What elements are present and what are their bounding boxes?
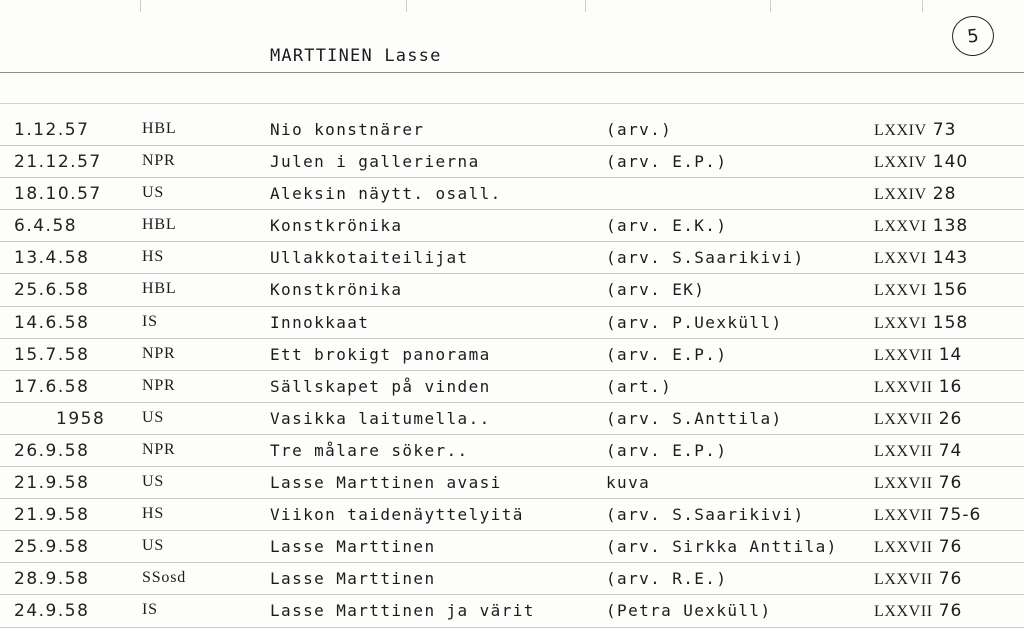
entry-title: Lasse Marttinen avasi bbox=[270, 473, 502, 493]
entry-reference bbox=[874, 441, 962, 461]
entry-note: (arv. EK) bbox=[606, 280, 706, 300]
entry-note: (arv. P.Uexküll) bbox=[606, 312, 783, 332]
entry-title: Nio konstnärer bbox=[270, 120, 425, 139]
entry-date: 1958 bbox=[56, 408, 106, 429]
entry-title: Konstkrönika bbox=[270, 216, 403, 236]
entry-title: Viikon taidenäyttelyitä bbox=[270, 505, 524, 525]
entry-row bbox=[0, 307, 1024, 339]
entry-row bbox=[0, 403, 1024, 435]
entry-volume: LXXVII bbox=[874, 507, 933, 525]
header-rule bbox=[0, 72, 1024, 73]
entry-reference bbox=[874, 505, 981, 525]
entry-reference bbox=[874, 120, 956, 140]
entry-title: Lasse Marttinen bbox=[270, 569, 436, 589]
entry-note: (art.) bbox=[606, 376, 673, 396]
entry-row bbox=[0, 274, 1024, 306]
entry-reference bbox=[874, 537, 962, 557]
entry-title: Sällskapet på vinden bbox=[270, 376, 491, 396]
entry-row bbox=[0, 531, 1024, 563]
entry-volume: LXXVI bbox=[874, 314, 927, 332]
entry-newspaper: US bbox=[142, 184, 165, 202]
entry-row bbox=[0, 595, 1024, 627]
entry-title: Aleksin näytt. osall. bbox=[270, 184, 502, 204]
entry-date: 17.6.58 bbox=[14, 376, 90, 397]
entry-title: Konstkrönika bbox=[270, 280, 403, 300]
entry-note: (arv.) bbox=[606, 120, 673, 139]
entry-page: 138 bbox=[932, 216, 969, 237]
entry-date: 21.9.58 bbox=[14, 473, 90, 494]
entry-note: (arv. E.K.) bbox=[606, 216, 728, 236]
entry-volume: LXXIV bbox=[874, 154, 927, 172]
entry-note: (arv. Sirkka Anttila) bbox=[606, 537, 838, 557]
entry-note: kuva bbox=[606, 473, 651, 493]
entry-title: Tre målare söker.. bbox=[270, 440, 469, 460]
entry-note: (arv. E.P.) bbox=[606, 152, 728, 172]
entry-date: 18.10.57 bbox=[14, 184, 102, 205]
entry-newspaper: NPR bbox=[142, 440, 176, 458]
entry-reference bbox=[874, 569, 962, 589]
entry-volume: LXXVII bbox=[874, 378, 933, 396]
entry-reference bbox=[874, 473, 962, 493]
entry-page: 158 bbox=[932, 312, 969, 333]
entry-date: 21.12.57 bbox=[14, 152, 102, 173]
entry-date: 1.12.57 bbox=[14, 120, 90, 140]
entry-row bbox=[0, 499, 1024, 531]
entry-note: (arv. S.Saarikivi) bbox=[606, 505, 805, 525]
entry-row bbox=[0, 210, 1024, 242]
top-tick bbox=[922, 0, 923, 12]
entry-volume: LXXVII bbox=[874, 475, 933, 493]
entry-page: 76 bbox=[938, 473, 963, 494]
entry-page: 73 bbox=[932, 120, 957, 140]
entry-title: Vasikka laitumella.. bbox=[270, 408, 491, 428]
entry-volume: LXXIV bbox=[874, 186, 927, 204]
entry-reference bbox=[874, 409, 962, 429]
entry-reference bbox=[874, 248, 968, 268]
entry-row bbox=[0, 242, 1024, 274]
entry-row bbox=[0, 371, 1024, 403]
entry-note: (Petra Uexküll) bbox=[606, 601, 772, 621]
entry-page: 76 bbox=[938, 569, 963, 590]
entry-row bbox=[0, 435, 1024, 467]
top-tick bbox=[770, 0, 771, 12]
entry-page: 75-6 bbox=[938, 505, 982, 526]
entry-reference bbox=[874, 280, 968, 300]
entry-newspaper: HS bbox=[142, 505, 165, 523]
entry-volume: LXXVI bbox=[874, 218, 927, 236]
entry-newspaper: NPR bbox=[142, 344, 176, 362]
entry-page: 14 bbox=[938, 344, 963, 365]
entry-volume: LXXVII bbox=[874, 410, 933, 428]
entry-note: (arv. S.Saarikivi) bbox=[606, 248, 805, 268]
entry-newspaper: HBL bbox=[142, 216, 177, 234]
entry-newspaper: US bbox=[142, 408, 165, 426]
entry-title: Ullakkotaiteilijat bbox=[270, 248, 469, 268]
entry-volume: LXXVII bbox=[874, 539, 933, 557]
entry-page: 16 bbox=[938, 376, 963, 397]
entry-reference bbox=[874, 152, 968, 172]
entry-date: 6.4.58 bbox=[14, 216, 78, 237]
entry-volume: LXXVI bbox=[874, 282, 927, 300]
entry-title: Lasse Marttinen bbox=[270, 537, 436, 557]
entry-page: 28 bbox=[932, 184, 957, 205]
entry-date: 24.9.58 bbox=[14, 601, 90, 622]
entry-note: (arv. S.Anttila) bbox=[606, 408, 783, 428]
entry-reference bbox=[874, 184, 956, 204]
entry-row bbox=[0, 339, 1024, 371]
entry-page: 143 bbox=[932, 248, 969, 269]
entry-date: 21.9.58 bbox=[14, 505, 90, 526]
entry-newspaper: HBL bbox=[142, 280, 177, 298]
entry-volume: LXXIV bbox=[874, 122, 927, 139]
entry-note: (arv. R.E.) bbox=[606, 569, 728, 589]
entry-newspaper: HS bbox=[142, 248, 165, 266]
divider bbox=[0, 103, 1024, 104]
entry-newspaper: US bbox=[142, 473, 165, 491]
entry-row bbox=[0, 467, 1024, 499]
entry-volume: LXXVI bbox=[874, 250, 927, 268]
entry-date: 28.9.58 bbox=[14, 569, 90, 590]
entry-date: 14.6.58 bbox=[14, 312, 90, 333]
entry-page: 76 bbox=[938, 537, 963, 558]
entry-newspaper: IS bbox=[142, 601, 158, 619]
entry-newspaper: NPR bbox=[142, 152, 176, 170]
entry-row bbox=[0, 114, 1024, 146]
entry-page: 74 bbox=[938, 440, 963, 461]
top-tick bbox=[406, 0, 407, 12]
entry-date: 15.7.58 bbox=[14, 344, 90, 365]
entries-list bbox=[0, 114, 1024, 628]
card-title: MARTTINEN Lasse bbox=[270, 46, 442, 66]
entry-newspaper: NPR bbox=[142, 376, 176, 394]
entry-title: Innokkaat bbox=[270, 312, 370, 332]
entry-page: 26 bbox=[938, 408, 963, 429]
entry-volume: LXXVII bbox=[874, 346, 933, 364]
top-tick bbox=[140, 0, 141, 12]
entry-page: 156 bbox=[932, 280, 969, 301]
entry-title: Ett brokigt panorama bbox=[270, 344, 491, 364]
entry-note: (arv. E.P.) bbox=[606, 440, 728, 460]
entry-reference bbox=[874, 377, 962, 397]
entry-note: (arv. E.P.) bbox=[606, 344, 728, 364]
entry-reference bbox=[874, 216, 968, 236]
entry-newspaper: IS bbox=[142, 312, 158, 330]
entry-page: 140 bbox=[932, 152, 969, 173]
entry-volume: LXXVII bbox=[874, 442, 933, 460]
page-number-circle: 5 bbox=[950, 14, 996, 58]
entry-newspaper: US bbox=[142, 537, 165, 555]
entry-row bbox=[0, 178, 1024, 210]
entry-title: Lasse Marttinen ja värit bbox=[270, 601, 535, 621]
entry-volume: LXXVII bbox=[874, 571, 933, 589]
entry-newspaper: HBL bbox=[142, 120, 177, 137]
entry-reference bbox=[874, 345, 962, 365]
entry-newspaper: SSosd bbox=[142, 569, 187, 587]
entry-date: 13.4.58 bbox=[14, 248, 90, 269]
entry-title: Julen i gallerierna bbox=[270, 152, 480, 172]
entry-date: 26.9.58 bbox=[14, 440, 90, 461]
entry-date: 25.6.58 bbox=[14, 280, 90, 301]
entry-reference bbox=[874, 601, 962, 621]
entry-page: 76 bbox=[938, 601, 963, 622]
top-tick bbox=[585, 0, 586, 12]
entry-volume: LXXVII bbox=[874, 603, 933, 621]
entry-row bbox=[0, 146, 1024, 178]
entry-reference bbox=[874, 313, 968, 333]
entry-date: 25.9.58 bbox=[14, 537, 90, 558]
entry-row bbox=[0, 563, 1024, 595]
